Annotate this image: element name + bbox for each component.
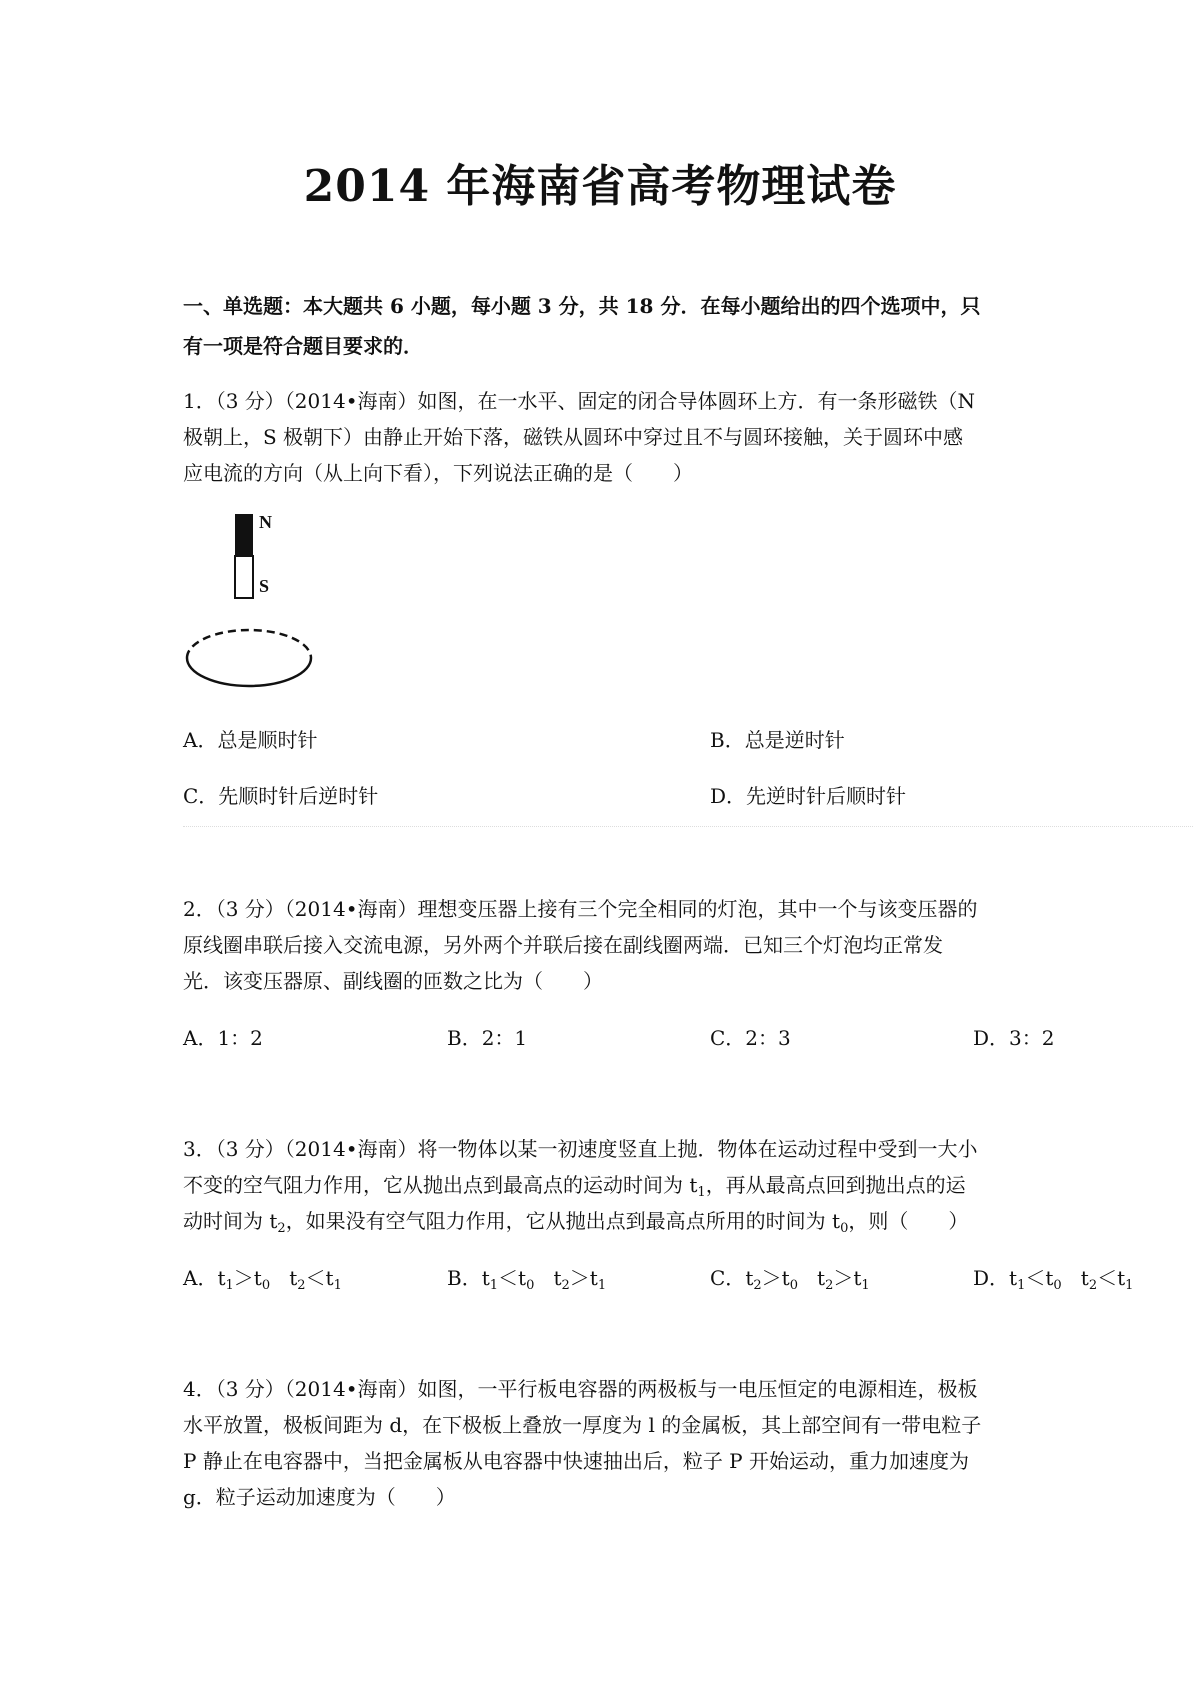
- q3-c-t: t: [781, 1266, 790, 1290]
- q4-stem-line-1: 4．（3 分）（2014•海南）如图，一平行板电容器的两极板与一电压恒定的电源相连，极板: [183, 1377, 978, 1401]
- q3-option-a: [183, 1262, 342, 1293]
- q3-a-rel1: ＞: [233, 1266, 254, 1290]
- q2-stem-line-1: 2．（3 分）（2014•海南）理想变压器上接有三个完全相同的灯泡，其中一个与该变压器的: [183, 897, 978, 921]
- q3-a-t: t: [253, 1266, 262, 1290]
- q3-b-t: t: [518, 1266, 527, 1290]
- q3-b-t: t: [589, 1266, 598, 1290]
- ring-front-solid: [187, 658, 311, 686]
- q3-a-t: t: [289, 1266, 298, 1290]
- q3-c-sub: 2: [753, 1278, 762, 1293]
- q3-b-sub: 1: [597, 1278, 607, 1293]
- q1-option-b: B．总是逆时针: [710, 728, 845, 752]
- q3-stem-line-3: [183, 1205, 968, 1236]
- q3-b-t: t: [553, 1266, 562, 1290]
- q3-option-d-label: D．: [973, 1266, 1010, 1290]
- q3-a-sub: 0: [261, 1278, 271, 1293]
- q3-line3-sub-b: 0: [840, 1221, 849, 1236]
- q2-option-d: D．3：2: [973, 1026, 1055, 1050]
- q3-c-sub: 1: [861, 1278, 870, 1293]
- q3-b-sub: 2: [561, 1278, 570, 1293]
- q3-d-sub: 0: [1053, 1278, 1062, 1293]
- q2-stem-line-2: 原线圈串联后接入交流电源，另外两个并联后接在副线圈两端．已知三个灯泡均正常发: [183, 933, 943, 957]
- q3-d-sub: 1: [1017, 1278, 1026, 1293]
- magnet-s-label: S: [259, 576, 270, 596]
- q3-line2-text-a: 不变的空气阻力作用，它从抛出点到最高点的运动时间为 t: [183, 1173, 698, 1197]
- q3-c-sub: 0: [789, 1278, 798, 1293]
- q3-a-sub: 2: [297, 1278, 306, 1293]
- q3-option-d: [973, 1262, 1133, 1293]
- q3-option-b-label: B．: [447, 1266, 482, 1290]
- section-heading-line-1: 一、单选题：本大题共 6 小题，每小题 3 分，共 18 分．在每小题给出的四个选项中，只: [183, 294, 981, 318]
- q3-option-b: [447, 1262, 606, 1293]
- q2-option-a: A．1：2: [183, 1026, 263, 1050]
- q1-option-d: D．先逆时针后顺时针: [710, 784, 907, 808]
- q3-c-t: t: [745, 1266, 754, 1290]
- q4-stem-line-3: P 静止在电容器中，当把金属板从电容器中快速抽出后，粒子 P 开始运动，重力加速度为: [183, 1449, 969, 1473]
- ring-back-dashed: [187, 630, 311, 658]
- q3-d-t: t: [1080, 1266, 1089, 1290]
- q3-stem-line-1: 3．（3 分）（2014•海南）将一物体以某一初速度竖直上抛．物体在运动过程中受到一大小: [183, 1137, 978, 1161]
- q3-b-t: t: [481, 1266, 490, 1290]
- q3-a-t: t: [325, 1266, 334, 1290]
- q3-a-rel2: ＜: [305, 1266, 326, 1290]
- q3-stem-line-2: [183, 1169, 966, 1200]
- q3-line3-sub-a: 2: [277, 1221, 286, 1236]
- q3-c-t: t: [817, 1266, 826, 1290]
- q2-option-b: B．2：1: [447, 1026, 528, 1050]
- q3-d-sub: 1: [1125, 1278, 1134, 1293]
- q3-a-sub: 1: [333, 1278, 342, 1293]
- q3-a-t: t: [217, 1266, 226, 1290]
- q3-d-t: t: [1117, 1266, 1126, 1290]
- q3-option-a-label: A．: [183, 1266, 218, 1290]
- q2-option-c: C．2：3: [710, 1026, 791, 1050]
- q3-line3-text-b: ，如果没有空气阻力作用，它从抛出点到最高点所用的时间为 t: [285, 1209, 841, 1233]
- q3-line3-text-a: 动时间为 t: [183, 1209, 278, 1233]
- q3-d-sub: 2: [1088, 1278, 1098, 1293]
- magnet-n-label: N: [259, 512, 272, 532]
- q3-b-rel2: ＞: [569, 1266, 590, 1290]
- magnet-ring-figure: [180, 508, 340, 698]
- q2-stem-line-3: 光．该变压器原、副线圈的匝数之比为（ ）: [183, 969, 603, 993]
- q3-option-c-label: C．: [710, 1266, 746, 1290]
- q1-stem-line-3: 应电流的方向（从上向下看），下列说法正确的是（ ）: [183, 461, 693, 485]
- q3-d-t: t: [1009, 1266, 1018, 1290]
- q1-stem-line-2: 极朝上，S 极朝下）由静止开始下落，磁铁从圆环中穿过且不与圆环接触，关于圆环中感: [183, 425, 964, 449]
- dotted-divider: [183, 826, 1193, 827]
- q3-a-sub: 1: [225, 1278, 234, 1293]
- q3-line2-text-b: ，再从最高点回到抛出点的运: [705, 1173, 966, 1197]
- section-heading-line-2: 有一项是符合题目要求的．: [183, 334, 423, 358]
- magnet-south-pole: [235, 556, 253, 598]
- q1-option-a: A．总是顺时针: [183, 728, 318, 752]
- q4-stem-line-2: 水平放置，极板间距为 d，在下极板上叠放一厚度为 l 的金属板，其上部空间有一带电粒子: [183, 1413, 982, 1437]
- q3-d-t: t: [1045, 1266, 1054, 1290]
- q4-stem-line-4: g．粒子运动加速度为（ ）: [183, 1485, 456, 1509]
- q3-b-sub: 0: [526, 1278, 535, 1293]
- page-title: 2014 年海南省高考物理试卷: [303, 161, 897, 212]
- q3-option-c: [710, 1262, 870, 1293]
- q3-line3-text-c: ，则（ ）: [848, 1209, 969, 1233]
- q3-c-t: t: [853, 1266, 862, 1290]
- q3-c-rel1: ＞: [761, 1266, 782, 1290]
- q3-c-rel2: ＞: [833, 1266, 854, 1290]
- q3-line2-sub: 1: [697, 1185, 706, 1200]
- q1-stem-line-1: 1．（3 分）（2014•海南）如图，在一水平、固定的闭合导体圆环上方．有一条形磁铁（N: [183, 389, 976, 413]
- magnet-north-pole: [235, 514, 253, 556]
- q3-b-sub: 1: [489, 1278, 499, 1293]
- q3-d-rel2: ＜: [1097, 1266, 1118, 1290]
- q3-b-rel1: ＜: [498, 1266, 519, 1290]
- q3-c-sub: 2: [825, 1278, 834, 1293]
- q3-d-rel1: ＜: [1025, 1266, 1046, 1290]
- q1-option-c: C．先顺时针后逆时针: [183, 784, 379, 808]
